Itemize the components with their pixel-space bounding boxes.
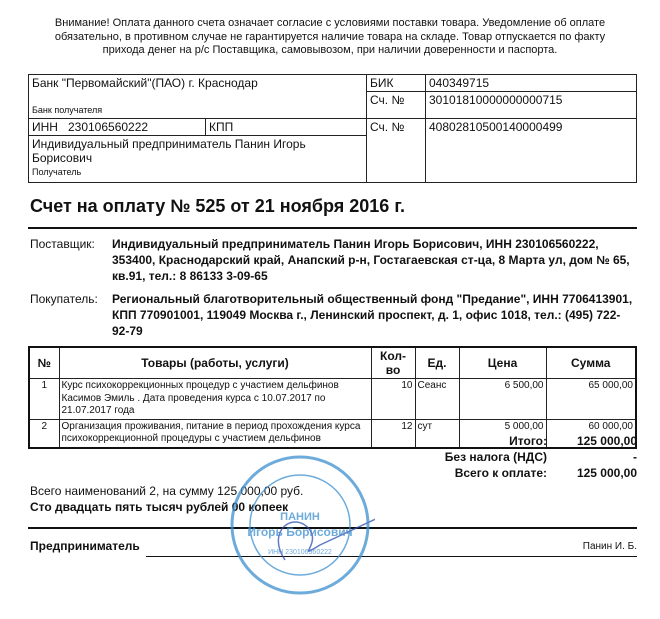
signature-label: Предприниматель — [30, 539, 140, 553]
recipient-name: Индивидуальный предприниматель Панин Игорь Борисович — [32, 137, 306, 165]
row-number: 1 — [29, 379, 59, 420]
item-unit: сут — [415, 419, 459, 448]
item-price: 6 500,00 — [459, 379, 546, 420]
col-header: Ед. — [415, 347, 459, 379]
invoice-title: Счет на оплату № 525 от 21 ноября 2016 г. — [30, 196, 406, 216]
buyer-label: Покупатель: — [30, 292, 98, 306]
inn-label: ИНН — [32, 120, 58, 134]
due-value: 125 000,00 — [576, 466, 637, 480]
bank-name: Банк "Первомайский"(ПАО) г. Краснодар — [32, 76, 258, 90]
total-label: Итого: — [509, 434, 547, 448]
due-row — [377, 466, 637, 480]
item-unit: Сеанс — [415, 379, 459, 420]
stamp-seal — [225, 450, 375, 600]
payment-notice — [40, 17, 620, 58]
col-header: Цена — [459, 347, 546, 379]
summary-text: Всего наименований 2, на сумму 125 000,00 руб. — [30, 484, 304, 498]
account-label: Сч. № — [367, 119, 426, 183]
bik-value: 040349715 — [426, 75, 637, 92]
item-price: 5 000,00 — [459, 419, 546, 448]
bank-details-table — [28, 74, 637, 183]
svg-text:ИНН 230106560222: ИНН 230106560222 — [268, 549, 332, 556]
total-row — [377, 434, 637, 448]
signature-line — [146, 556, 637, 557]
inn-value: 230106560222 — [67, 120, 149, 134]
recipient-label: Получатель — [32, 167, 82, 177]
vat-row — [377, 450, 637, 464]
row-number: 2 — [29, 419, 59, 448]
supplier-value: Индивидуальный предприниматель Панин Игорь Борисович, ИНН 230106560222, 353400, Краснодарский край, Анапский р-н, Гостагаевская ст-ца, 8 Марта ул, дом № 65, кв.91, тел.: 8 86133 3-09-65 — [112, 237, 630, 283]
signer-name: Панин И. Б. — [582, 541, 637, 552]
item-name: Курс психокоррекционных процедур с участием дельфинов Касимов Эмиль . Дата проведения курса с 10.07.2017 по 21.07.2017 года — [59, 379, 371, 420]
svg-text:Игорь Борисович: Игорь Борисович — [247, 525, 353, 539]
col-header: Сумма — [546, 347, 636, 379]
notice-line: Внимание! Оплата данного счета означает согласие с условиями поставки товара. Уведомление об оплате — [54, 17, 606, 29]
total-value: 125 000,00 — [576, 434, 637, 448]
notice-line: прихода денег на р/с Поставщика, самовывозом, при наличии доверенности и паспорта. — [102, 44, 558, 56]
account-value: 40802810500140000499 — [426, 119, 637, 183]
table-header — [29, 347, 636, 379]
item-sum: 60 000,00 — [546, 419, 636, 448]
supplier-label: Поставщик: — [30, 237, 95, 251]
bank-name-label: Банк получателя — [32, 105, 103, 115]
corr-account-value: 30101810000000000715 — [426, 92, 637, 119]
vat-label: Без налога (НДС) — [444, 450, 547, 464]
bik-label: БИК — [367, 75, 426, 92]
notice-line: обязательно, в противном случае не гарантируется наличие товара на складе. Товар отпускается по факту — [54, 30, 606, 43]
vat-value: - — [633, 450, 637, 464]
item-sum: 65 000,00 — [546, 379, 636, 420]
buyer-block — [30, 291, 637, 339]
supplier-block — [30, 236, 637, 284]
summary-words: Сто двадцать пять тысяч рублей 00 копеек — [30, 500, 289, 514]
buyer-value: Региональный благотворительный общественный фонд "Предание", ИНН 7706413901, КПП 770901001, 119049 Москва г., Ленинский проспект, д. 1, офис 1018, тел.: (495) 722-92-79 — [112, 292, 633, 338]
item-qty: 10 — [371, 379, 415, 420]
svg-text:ПАНИН: ПАНИН — [280, 511, 320, 523]
col-header: Кол-во — [371, 347, 415, 379]
kpp-label: КПП — [206, 119, 367, 136]
col-header: № — [29, 347, 59, 379]
corr-account-label: Сч. № — [367, 92, 426, 119]
due-label: Всего к оплате: — [454, 466, 547, 480]
col-header: Товары (работы, услуги) — [59, 347, 371, 379]
table-row — [29, 379, 636, 420]
item-qty: 12 — [371, 419, 415, 448]
divider — [28, 227, 637, 229]
item-name: Организация проживания, питание в период прохождения курса психокоррекционной процедуры с участием дельфинов — [59, 419, 371, 448]
